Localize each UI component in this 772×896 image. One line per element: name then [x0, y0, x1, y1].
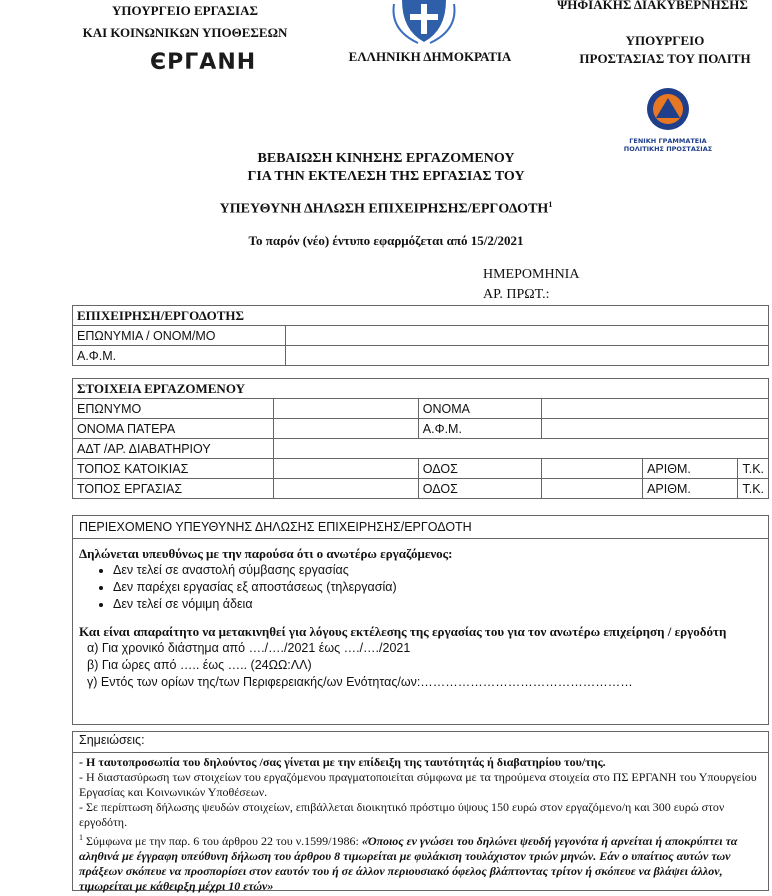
cp-logo-line1: ΓΕΝΙΚΗ ΓΡΑΜΜΑΤΕΙΑ	[629, 137, 707, 145]
protocol-number-label: ΑΡ. ΠΡΩΤ.:	[483, 287, 550, 302]
employee-table	[72, 378, 769, 499]
hellenic-republic: ΕΛΛΗΝΙΚΗ ΔΗΜΟΚΡΑΤΙΑ	[348, 49, 512, 64]
employer-name-field[interactable]	[286, 326, 769, 346]
footnote-mark: 1	[79, 833, 83, 842]
civil-protection-emblem-icon	[636, 86, 700, 132]
employer-name-label: ΕΠΩΝΥΜΙΑ / ΟΝΟΜ/ΜΟ	[73, 326, 286, 346]
civil-protection-logo	[618, 86, 718, 153]
document-title-line3	[0, 200, 772, 218]
employee-afm-label: Α.Φ.Μ.	[418, 419, 541, 439]
greek-coat-of-arms-icon	[388, 0, 460, 49]
work-postcode-label: Τ.Κ.	[738, 479, 769, 499]
document-title-line1: ΒΕΒΑΙΩΣΗ ΚΙΝΗΣΗΣ ΕΡΓΑΖΟΜΕΝΟΥ	[257, 151, 515, 166]
work-street-field[interactable]	[542, 479, 643, 499]
employee-id-label: ΑΔΤ /ΑΡ. ΔΙΑΒΑΤΗΡΙΟΥ	[73, 439, 274, 459]
document-title-line2: ΓΙΑ ΤΗΝ ΕΚΤΕΛΕΣΗ ΤΗΣ ΕΡΓΑΣΙΑΣ ΤΟΥ	[247, 169, 525, 184]
footnote-bold-text: «Όποιος εν γνώσει του δηλώνει ψευδή γεγονότα ή αρνείται ή αποκρύπτει τα αληθινά με έγγραφη υπεύθυνη δήλωση του άρθρου 8 τιμωρείται με φυλάκιση τουλάχιστον τριών μηνών. Εάν ο υπαίτιος αυτών των πράξεων σκόπευε να προσπορίσει στον εαυτόν του ή σε άλλον περιουσιακό όφελος βλάπτοντας τρίτον ή σκόπευε να βλάψει άλλον, τιμωρείται με κάθειρξη μέχρι 10 ετών»	[79, 834, 738, 893]
residence-number-label: ΑΡΙΘΜ.	[643, 459, 738, 479]
employee-work-field[interactable]	[274, 479, 418, 499]
ministry-citizen-line2: ΠΡΟΣΤΑΣΙΑΣ ΤΟΥ ΠΟΛΙΤΗ	[579, 51, 751, 66]
option-c: γ) Εντός των ορίων της/των Περιφερειακής/ων Ενότητας/ων:……………………………………………	[87, 675, 633, 689]
ergani-logo-text: ЄΡΓΑΝΗ	[150, 50, 257, 75]
title-footnote-mark: 1	[548, 200, 553, 209]
notes-body	[73, 753, 768, 896]
residence-street-label: ΟΔΟΣ	[418, 459, 541, 479]
employer-afm-field[interactable]	[286, 346, 769, 366]
ministry-citizen-line1: ΥΠΟΥΡΓΕΙΟ	[625, 33, 705, 48]
date-label: ΗΜΕΡΟΜΗΝΙΑ	[483, 267, 580, 282]
bullet-item-1: • Δεν τελεί σε αναστολή σύμβασης εργασίας	[113, 562, 768, 579]
declaration-content-box	[72, 515, 769, 725]
work-street-label: ΟΔΟΣ	[418, 479, 541, 499]
residence-street-field[interactable]	[542, 459, 643, 479]
legal-footnote	[79, 830, 762, 894]
option-b: β) Για ώρες από ….. έως ….. (24ΩΩ:ΛΛ)	[87, 658, 312, 672]
employee-id-field[interactable]	[274, 439, 769, 459]
effective-date-notice: Το παρόν (νέο) έντυπο εφαρμόζεται από 15/2/2021	[248, 233, 524, 248]
ministry-labour-name	[60, 0, 310, 44]
employer-heading: ΕΠΙΧΕΙΡΗΣΗ/ΕΡΓΟΔΟΤΗΣ	[73, 306, 769, 326]
ministry-citizen-protection	[545, 30, 772, 70]
bullet-item-2: • Δεν παρέχει εργασίας εξ αποστάσεως (τηλεργασία)	[113, 579, 768, 596]
employee-afm-field[interactable]	[542, 419, 769, 439]
employee-residence-field[interactable]	[274, 459, 418, 479]
work-number-label: ΑΡΙΘΜ.	[643, 479, 738, 499]
notes-box	[72, 731, 769, 891]
employee-father-label: ΟΝΟΜΑ ΠΑΤΕΡΑ	[73, 419, 274, 439]
ministry-digital-governance: ΨΗΦΙΑΚΗΣ ΔΙΑΚΥΒΕΡΝΗΣΗΣ	[557, 0, 748, 12]
employer-afm-label: Α.Φ.Μ.	[73, 346, 286, 366]
residence-postcode-label: Τ.Κ.	[738, 459, 769, 479]
bullet-item-3: • Δεν τελεί σε νόμιμη άδεια	[113, 596, 768, 613]
footnote-plain-text: Σύμφωνα με την παρ. 6 του άρθρου 22 του ν.1599/1986:	[83, 834, 362, 848]
ergani-logo	[150, 50, 256, 75]
declaration-bullet-list	[73, 562, 768, 613]
note-verification: - Η διαστασύρωση των στοιχείων του εργαζόμενου πραγματοποιείται σύμφωνα με τα τηρούμενα στοιχεία στο ΠΣ ΕΡΓΑΝΗ του Υπουργείου Εργασίας και Κοινωνικών Υποθέσεων.	[79, 770, 757, 799]
note-identity: - Η ταυτοπροσωπία του δηλούντος /σας γίνεται με την επίδειξη της ταυτότητάς ή διαβατηρίου του/της.	[79, 755, 606, 769]
necessity-statement: Και είναι απαραίτητο να μετακινηθεί για λόγους εκτέλεσης της εργασίας του για τον ανωτέρω επιχείρηση / εργοδότη	[79, 624, 727, 639]
employer-table	[72, 305, 769, 366]
employee-surname-label: ΕΠΩΝΥΜΟ	[73, 399, 274, 419]
employee-work-label: ΤΟΠΟΣ ΕΡΓΑΣΙΑΣ	[73, 479, 274, 499]
declaration-heading: ΠΕΡΙΕΧΟΜΕΝΟ ΥΠΕΥΘΥΝΗΣ ΔΗΛΩΣΗΣ ΕΠΙΧΕΙΡΗΣΗΣ/ΕΡΓΟΔΟΤΗ	[73, 516, 768, 539]
cp-logo-line2: ΠΟΛΙΤΙΚΗΣ ΠΡΟΣΤΑΣΙΑΣ	[623, 145, 713, 153]
employee-surname-field[interactable]	[274, 399, 418, 419]
employee-name-field[interactable]	[542, 399, 769, 419]
title-line3-text: ΥΠΕΥΘΥΝΗ ΔΗΛΩΣΗ ΕΠΙΧΕΙΡΗΣΗΣ/ΕΡΓΟΔΟΤΗ	[219, 201, 549, 217]
employee-father-field[interactable]	[274, 419, 418, 439]
ministry-labour-line2: ΚΑΙ ΚΟΙΝΩΝΙΚΩΝ ΥΠΟΘΕΣΕΩΝ	[82, 25, 288, 40]
notes-label: Σημειώσεις:	[73, 732, 768, 753]
employee-heading: ΣΤΟΙΧΕΙΑ ΕΡΓΑΖΟΜΕΝΟΥ	[73, 379, 769, 399]
declared-statement: Δηλώνεται υπευθύνως με την παρούσα ότι ο ανωτέρω εργαζόμενος:	[79, 546, 453, 561]
note-penalty: - Σε περίπτωση δήλωσης ψευδών στοιχείων, επιβάλλεται διοικητικό πρόστιμο ύψους 150 ευρώ στον εργαζόμενο/η και 300 ευρώ στον εργοδότη.	[79, 800, 725, 829]
employee-residence-label: ΤΟΠΟΣ ΚΑΤΟΙΚΙΑΣ	[73, 459, 274, 479]
ministry-labour-line1: ΥΠΟΥΡΓΕΙΟ ΕΡΓΑΣΙΑΣ	[112, 3, 258, 18]
options-list	[73, 640, 768, 691]
employee-name-label: ΟΝΟΜΑ	[418, 399, 541, 419]
option-a: α) Για χρονικό διάστημα από …./…./2021 έως …./…./2021	[87, 641, 411, 655]
